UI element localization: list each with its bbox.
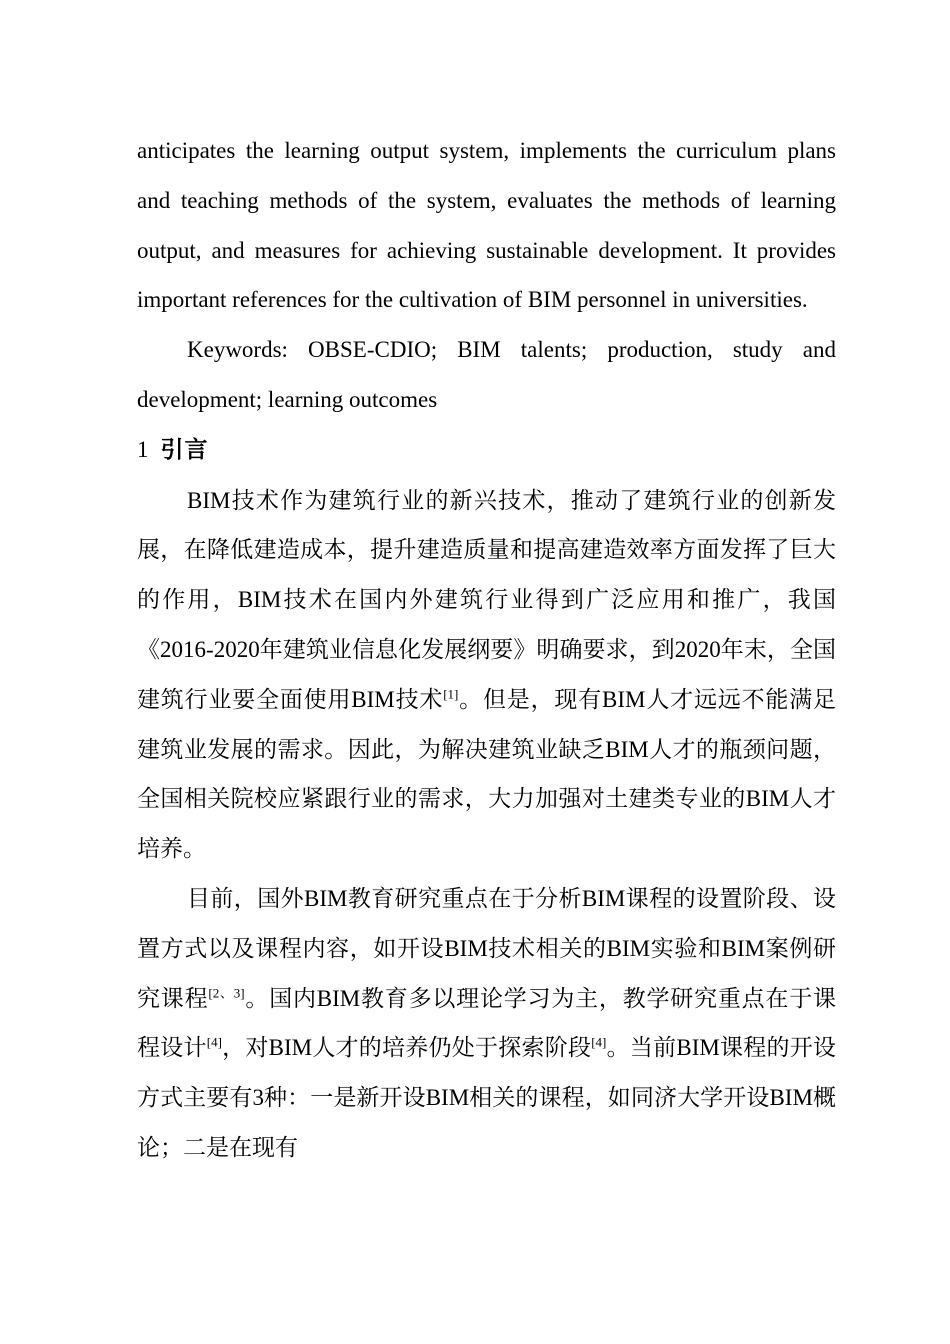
- citation-4a: [4]: [206, 1034, 222, 1050]
- section-number: 1: [137, 436, 149, 462]
- keywords-paragraph: Keywords: OBSE-CDIO; BIM talents; production, study and development; learning outcomes: [137, 337, 836, 412]
- intro-paragraph-2-text-d: 。当前BIM课程的开设方式主要有3种：一是新开设BIM相关的课程，如同济大学开设BIM概论；二是在现有: [137, 1035, 837, 1160]
- intro-paragraph-2: [137, 874, 836, 1173]
- intro-paragraph-2-text-b: 。国内BIM教育多以理论学习为主，教学研究重点在于课程设计: [137, 985, 837, 1061]
- citation-2-3: [2、3]: [208, 984, 245, 1000]
- intro-paragraph-2-text-c: ，对BIM人才的培养仍处于探索阶段: [221, 1035, 592, 1061]
- citation-4b: [4]: [591, 1034, 607, 1050]
- intro-paragraph-1-text-a: BIM技术作为建筑行业的新兴技术，推动了建筑行业的创新发展，在降低建造成本，提升建造质量和提高建造效率方面发挥了巨大的作用，BIM技术在国内外建筑行业得到广泛应用和推广，我国《2016-2020年建筑业信息化发展纲要》明确要求，到2020年末，全国建筑行业要全面使用BIM技术: [137, 487, 836, 712]
- paper-page: [137, 126, 836, 1173]
- abstract-tail-paragraph: anticipates the learning output system, implements the curriculum plans and teaching methods of the system, evaluates the methods of learning output, and measures for achieving sustainable development. It provides important references for the cultivation of BIM personnel in universities.: [137, 138, 836, 313]
- section-heading-introduction: [137, 425, 836, 476]
- intro-paragraph-1: [137, 476, 836, 874]
- citation-1: [1]: [443, 686, 459, 702]
- intro-paragraph-2-text-a: 目前，国外BIM教育研究重点在于分析BIM课程的设置阶段、设置方式以及课程内容，如开设BIM技术相关的BIM实验和BIM案例研究课程: [137, 885, 836, 1011]
- intro-paragraph-1-text-b: 。但是，现有BIM人才远远不能满足建筑业发展的需求。因此，为解决建筑业缺乏BIM人才的瓶颈问题，全国相关院校应紧跟行业的需求，大力加强对土建类专业的BIM人才培养。: [137, 686, 837, 862]
- section-title: 引言: [160, 436, 209, 463]
